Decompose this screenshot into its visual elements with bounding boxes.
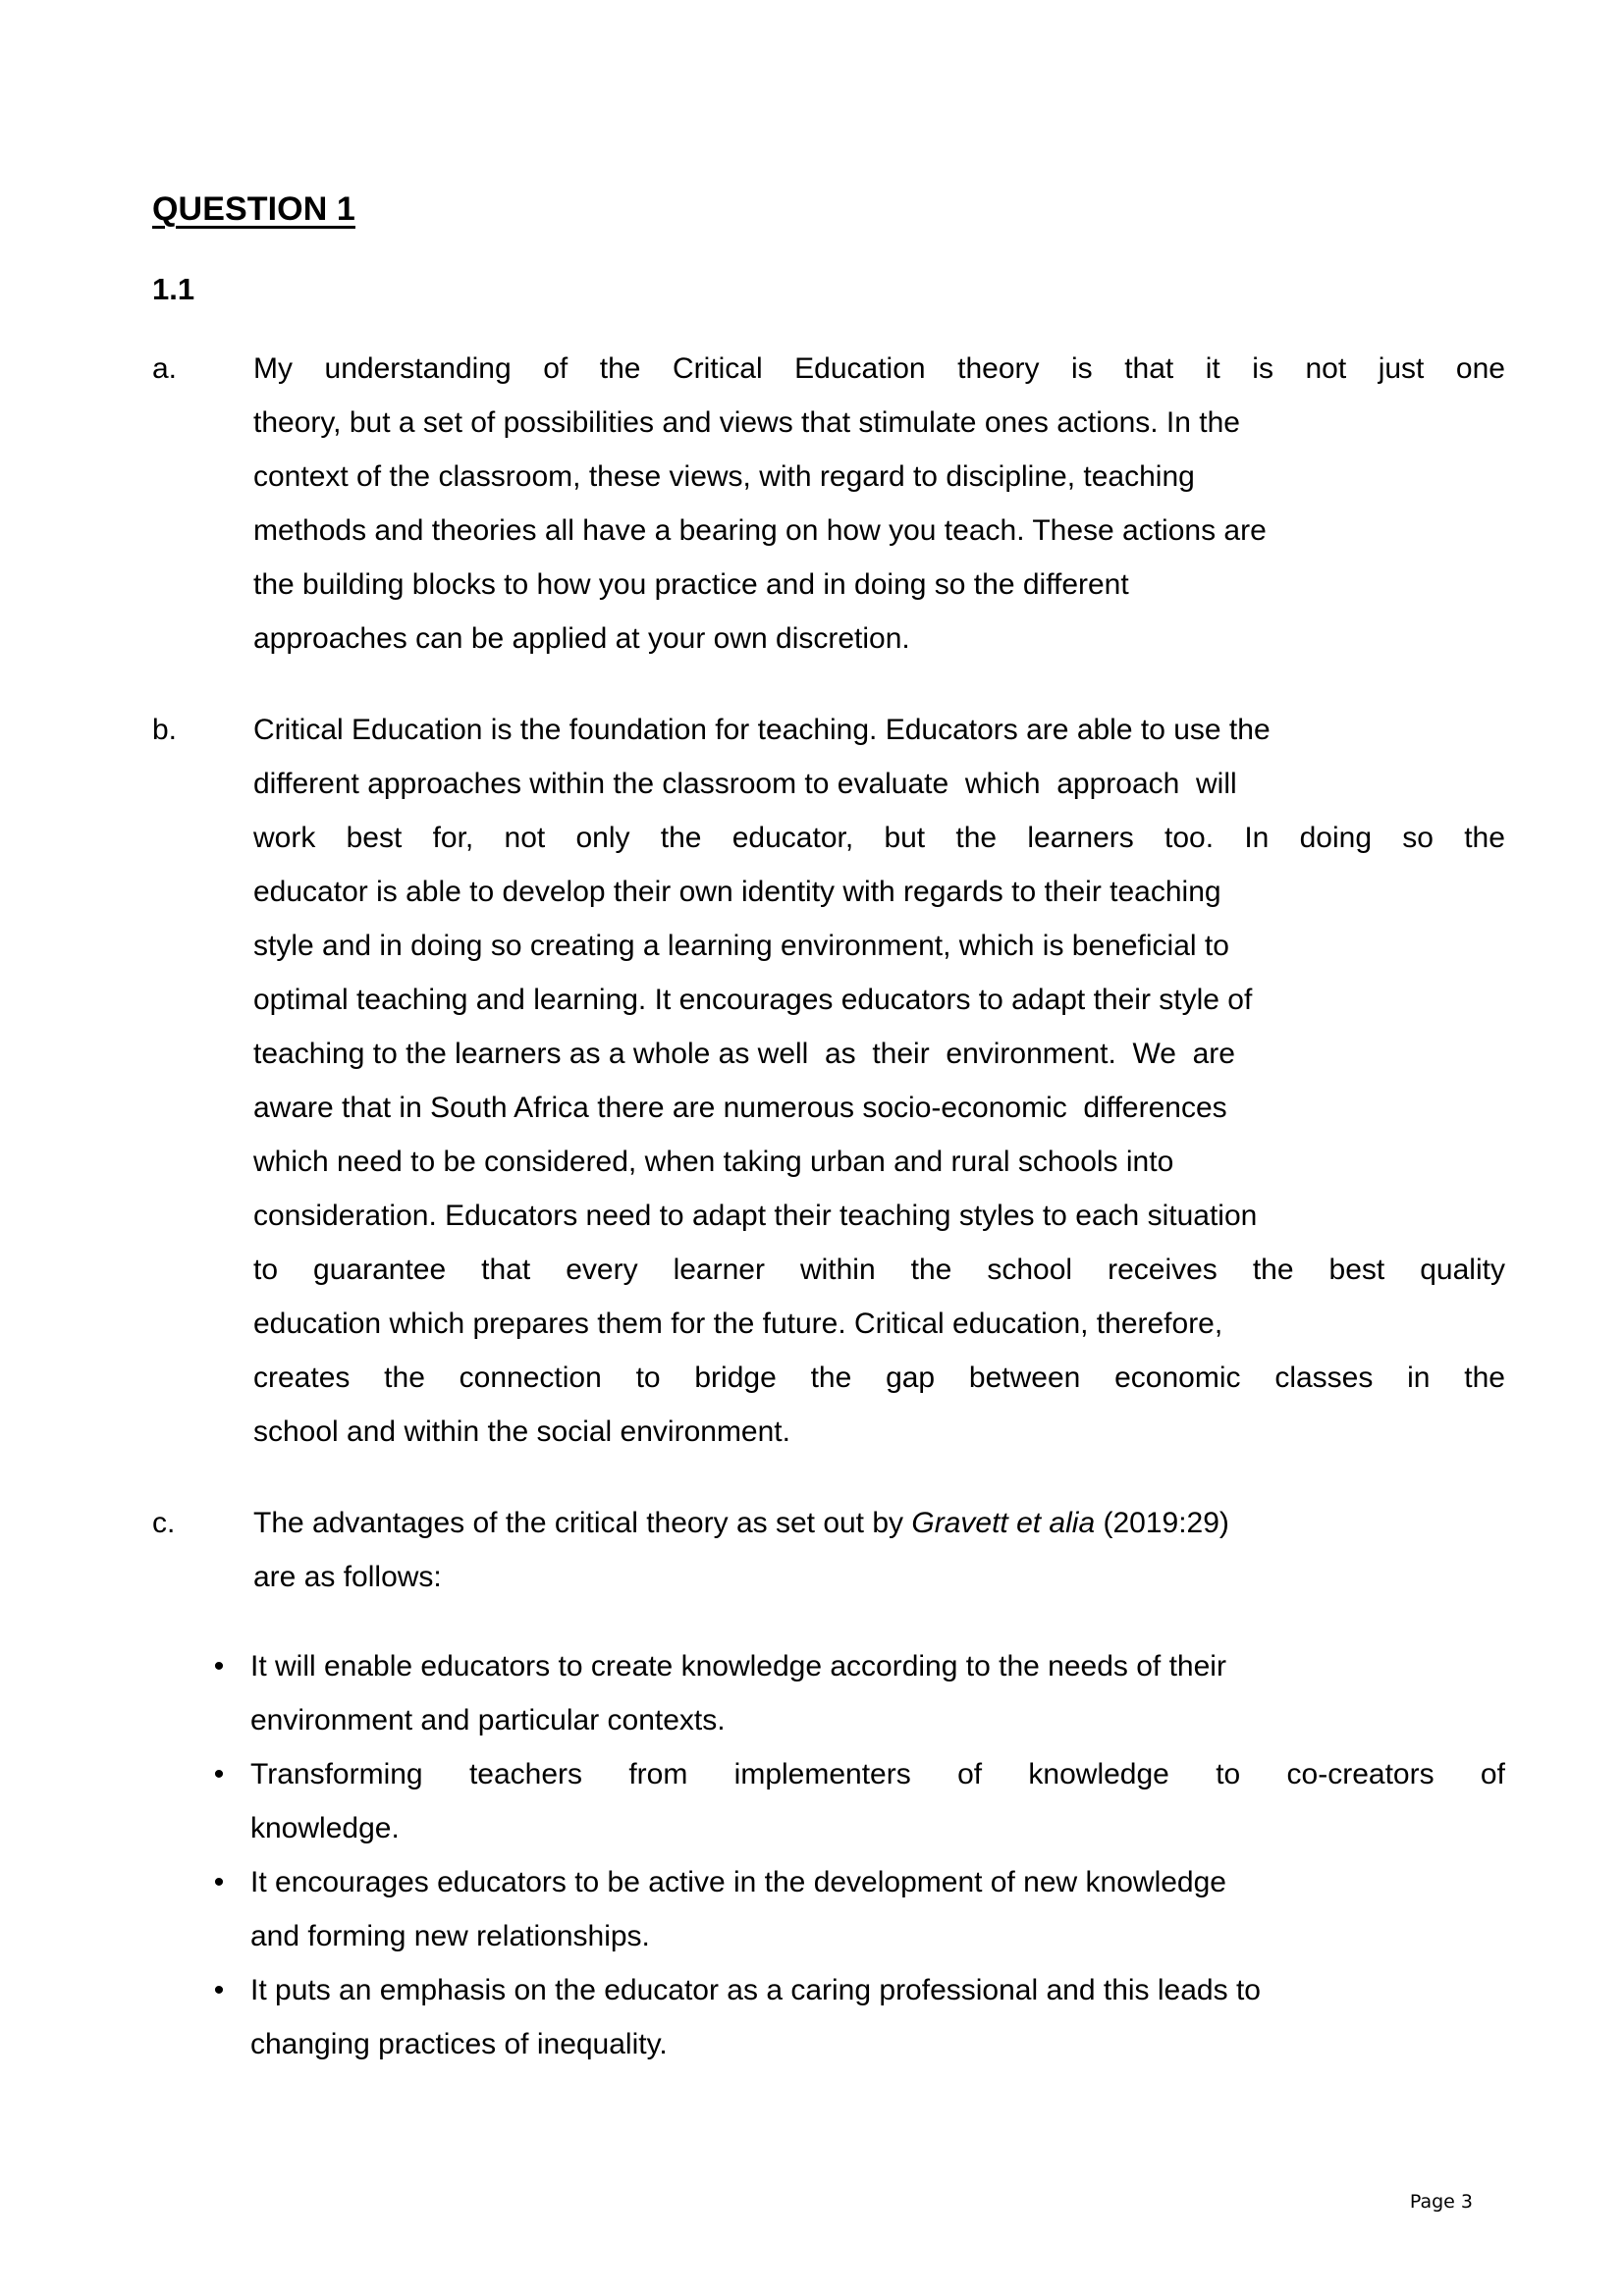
list-item-text	[250, 1747, 1505, 1855]
text-line: changing practices of inequality.	[250, 2028, 668, 2060]
text-word: the	[810, 1362, 852, 1394]
text-line: knowledge.	[250, 1812, 400, 1844]
section-number: 1.1	[152, 272, 195, 306]
text-line: the building blocks to how you practice and in doing so the different	[253, 568, 1129, 601]
text-word: the	[1252, 1254, 1294, 1286]
text-line: education which prepares them for the future. Critical education, therefore,	[253, 1308, 1223, 1340]
text-word: to	[635, 1362, 661, 1394]
text-line: Critical Education is the foundation for teaching. Educators are able to use the	[253, 714, 1271, 746]
text-line: style and in doing so creating a learning environment, which is beneficial to	[253, 930, 1229, 962]
text-word: from	[628, 1758, 688, 1790]
text-word: the	[384, 1362, 425, 1394]
text-line: It will enable educators to create knowledge according to the needs of their	[250, 1650, 1226, 1682]
text-word: connection	[459, 1362, 602, 1394]
text-word: teachers	[468, 1758, 583, 1790]
text-word: quality	[1420, 1254, 1505, 1286]
text-word: the	[910, 1254, 952, 1286]
text-word: it	[1205, 352, 1220, 385]
text-word: doing	[1299, 822, 1372, 854]
text-word: too.	[1164, 822, 1215, 854]
text-word: knowledge	[1028, 1758, 1169, 1790]
item-body	[253, 342, 1505, 666]
text-word: not	[1305, 352, 1347, 385]
text-word: gap	[886, 1362, 936, 1394]
text-word: In	[1244, 822, 1270, 854]
lettered-item	[152, 703, 1505, 1459]
citation-author: Gravett et alia	[911, 1507, 1096, 1539]
text-word: receives	[1108, 1254, 1218, 1286]
text-word: of	[957, 1758, 983, 1790]
text-word: classes	[1274, 1362, 1374, 1394]
text-word: so	[1402, 822, 1434, 854]
text-line: environment and particular contexts.	[250, 1704, 726, 1736]
text-word: the	[660, 822, 702, 854]
text-word: economic	[1114, 1362, 1241, 1394]
text-word: theory	[957, 352, 1040, 385]
text-line	[253, 342, 1505, 396]
text-word: within	[799, 1254, 876, 1286]
bullet-icon: •	[213, 1866, 225, 1898]
text-line: different approaches within the classroom to evaluate which approach will	[253, 768, 1237, 800]
text-word: learners	[1027, 822, 1134, 854]
item-body	[253, 1496, 1505, 1604]
text-word: one	[1455, 352, 1505, 385]
text-word: understanding	[324, 352, 512, 385]
text-line: context of the classroom, these views, with regard to discipline, teaching	[253, 460, 1195, 493]
list-item-text	[250, 1639, 1505, 1747]
text-line: consideration. Educators need to adapt their teaching styles to each situation	[253, 1200, 1258, 1232]
text-word: educator,	[731, 822, 854, 854]
text-word: school	[987, 1254, 1073, 1286]
item-body	[253, 703, 1505, 1459]
text-word: to	[1216, 1758, 1241, 1790]
document-content	[152, 192, 1505, 2071]
item-marker: b.	[152, 714, 178, 746]
text-line: It encourages educators to be active in the development of new knowledge	[250, 1866, 1226, 1898]
text-word: Critical	[672, 352, 763, 385]
text-line: approaches can be applied at your own discretion.	[253, 622, 910, 655]
text-word: the	[955, 822, 998, 854]
text-line: school and within the social environment.	[253, 1415, 790, 1448]
text-word: not	[504, 822, 546, 854]
text-word: that	[481, 1254, 531, 1286]
list-item	[152, 1747, 1505, 1855]
text-line: and forming new relationships.	[250, 1920, 650, 1952]
text-word: best	[1328, 1254, 1385, 1286]
list-item	[152, 1639, 1505, 1747]
text-line: It puts an emphasis on the educator as a caring professional and this leads to	[250, 1974, 1261, 2006]
text-line	[253, 811, 1505, 865]
text-word: creates	[253, 1362, 351, 1394]
text-word: is	[1252, 352, 1273, 385]
text-word: co-creators	[1286, 1758, 1435, 1790]
text-word: just	[1378, 352, 1425, 385]
text-line: aware that in South Africa there are numerous socio-economic differences	[253, 1092, 1227, 1124]
bullet-icon: •	[213, 1758, 225, 1790]
text-word: of	[1480, 1758, 1505, 1790]
text-line: optimal teaching and learning. It encourages educators to adapt their style of	[253, 984, 1253, 1016]
text-line: educator is able to develop their own identity with regards to their teaching	[253, 876, 1221, 908]
citation-lead-in: The advantages of the critical theory as set out by	[253, 1507, 912, 1539]
text-word: implementers	[733, 1758, 911, 1790]
text-word: bridge	[694, 1362, 777, 1394]
bullet-icon: •	[213, 1974, 225, 2006]
text-word: best	[346, 822, 403, 854]
text-word: the	[1464, 1362, 1505, 1394]
text-word: the	[1464, 822, 1505, 854]
text-line	[253, 1243, 1505, 1297]
page-footer: Page 3	[1409, 2191, 1473, 2213]
citation-year-page: (2019:29)	[1095, 1507, 1229, 1539]
bullet-icon: •	[213, 1650, 225, 1682]
text-line	[253, 1496, 1505, 1550]
text-word: Transforming	[250, 1758, 423, 1790]
text-word: guarantee	[313, 1254, 447, 1286]
text-word: work	[253, 822, 316, 854]
text-word: for,	[432, 822, 474, 854]
text-word: is	[1071, 352, 1093, 385]
text-line: which need to be considered, when taking urban and rural schools into	[253, 1146, 1174, 1178]
lettered-item	[152, 342, 1505, 666]
text-word: learner	[673, 1254, 765, 1286]
item-marker: a.	[152, 352, 178, 385]
text-word: in	[1407, 1362, 1431, 1394]
text-line: are as follows:	[253, 1561, 442, 1593]
text-word: the	[599, 352, 641, 385]
text-word: of	[543, 352, 568, 385]
list-item-text	[250, 1855, 1505, 1963]
list-item	[152, 1855, 1505, 1963]
text-word: My	[253, 352, 293, 385]
list-item-text	[250, 1963, 1505, 2071]
text-word: that	[1124, 352, 1174, 385]
text-word: to	[253, 1254, 279, 1286]
text-word: only	[575, 822, 630, 854]
item-marker: c.	[152, 1507, 176, 1539]
text-line: theory, but a set of possibilities and views that stimulate ones actions. In the	[253, 406, 1240, 439]
lettered-item-list	[152, 342, 1505, 1604]
text-line	[250, 1747, 1505, 1801]
text-word: between	[968, 1362, 1081, 1394]
text-word: Education	[794, 352, 926, 385]
text-word: every	[566, 1254, 638, 1286]
text-line: teaching to the learners as a whole as well as their environment. We are	[253, 1038, 1235, 1070]
list-item	[152, 1963, 1505, 2071]
text-line	[253, 1351, 1505, 1405]
text-word: but	[884, 822, 926, 854]
advantages-bullet-list	[152, 1639, 1505, 2071]
lettered-item	[152, 1496, 1505, 1604]
text-line: methods and theories all have a bearing on how you teach. These actions are	[253, 514, 1267, 547]
page-title: QUESTION 1	[152, 190, 355, 228]
